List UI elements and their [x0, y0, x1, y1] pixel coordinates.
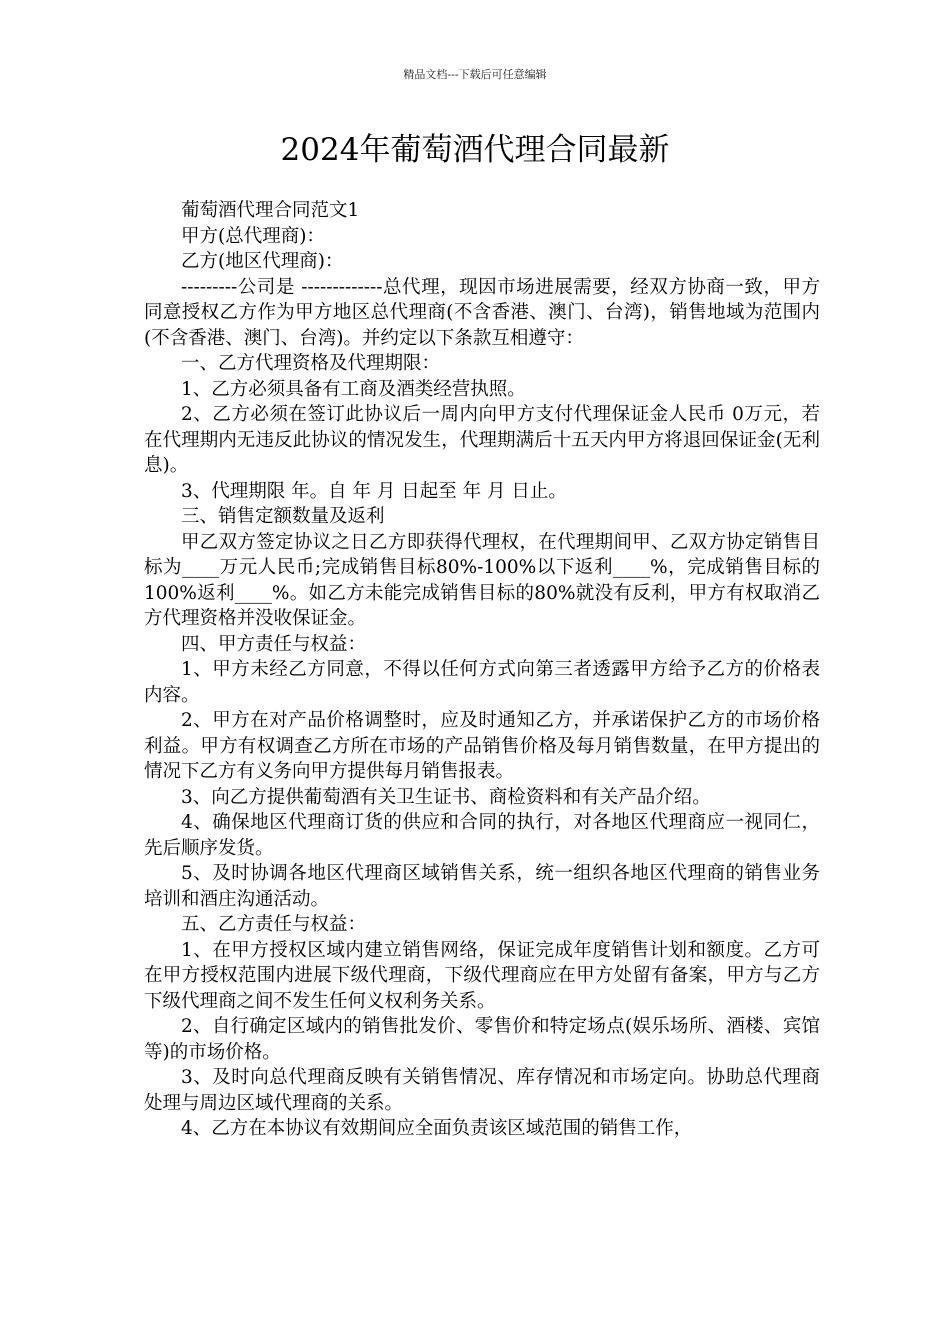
paragraph: 2、自行确定区域内的销售批发价、零售价和特定场点(娱乐场所、酒楼、宾馆等)的市场价格。	[144, 1016, 820, 1063]
paragraph: 3、及时向总代理商反映有关销售情况、库存情况和市场定向。协助总代理商处理与周边区域代理商的关系。	[144, 1067, 820, 1114]
paragraph: 甲乙双方签定协议之日乙方即获得代理权，在代理期间甲、乙双方协定销售目标为____万元人民币;完成销售目标80%-100%以下返利____%，完成销售目标的100%返利____%。如乙方未能完成销售目标的80%就没有反利，甲方有权取消乙方代理资格并没收保证金。	[144, 531, 820, 629]
paragraph: 四、甲方责任与权益：	[181, 633, 367, 655]
paragraph: 三、销售定额数量及返利	[181, 506, 385, 527]
paragraph: 1、在甲方授权区域内建立销售网络，保证完成年度销售计划和额度。乙方可在甲方授权范围内进展下级代理商，下级代理商应在甲方处留有备案，甲方与乙方下级代理商之间不发生任何义权利务关系。	[144, 939, 820, 1012]
paragraph: 一、乙方代理资格及代理期限：	[181, 353, 441, 374]
document-title: 2024年葡萄酒代理合同最新	[280, 132, 670, 168]
paragraph: 2、乙方必须在签订此协议后一周内向甲方支付代理保证金人民币 0万元，若在代理期内无违反此协议的情况发生，代理期满后十五天内甲方将退回保证金(无利息)。	[144, 404, 820, 476]
paragraph: 3、向乙方提供葡萄酒有关卫生证书、商检资料和有关产品介绍。	[181, 786, 711, 808]
paragraph: 3、代理期限 年。自 年 月 日起至 年 月 日止。	[181, 480, 567, 502]
paragraph: 葡萄酒代理合同范文1	[181, 200, 360, 221]
paragraph: 1、甲方未经乙方同意，不得以任何方式向第三者透露甲方给予乙方的价格表内容。	[144, 659, 820, 706]
paragraph: 5、及时协调各地区代理商区域销售关系，统一组织各地区代理商的销售业务培训和酒庄沟通活动。	[144, 863, 820, 910]
paragraph: 4、确保地区代理商订货的供应和合同的执行，对各地区代理商应一视同仁，先后顺序发货。	[144, 812, 820, 859]
paragraph: ---------公司是 -------------总代理，现因市场进展需要，经双方协商一致，甲方同意授权乙方作为甲方地区总代理商(不含香港、澳门、台湾)，销售地域为范围内(不含香港、澳门、台湾)。并约定以下条款互相遵守：	[144, 276, 820, 349]
paragraph: 1、乙方必须具备有工商及酒类经营执照。	[181, 378, 526, 400]
paragraph: 4、乙方在本协议有效期间应全面负责该区域范围的销售工作，	[181, 1118, 693, 1139]
document-body	[144, 198, 820, 1142]
paragraph: 五、乙方责任与权益：	[181, 914, 367, 935]
header-note: 精品文档---下载后可任意编辑	[403, 68, 547, 81]
paragraph: 乙方(地区代理商)：	[181, 251, 344, 272]
paragraph: 甲方(总代理商)：	[181, 225, 325, 247]
paragraph: 2、甲方在对产品价格调整时，应及时通知乙方，并承诺保护乙方的市场价格利益。甲方有权调查乙方所在市场的产品销售价格及每月销售数量，在甲方提出的情况下乙方有义务向甲方提供每月销售报表。	[144, 710, 820, 782]
